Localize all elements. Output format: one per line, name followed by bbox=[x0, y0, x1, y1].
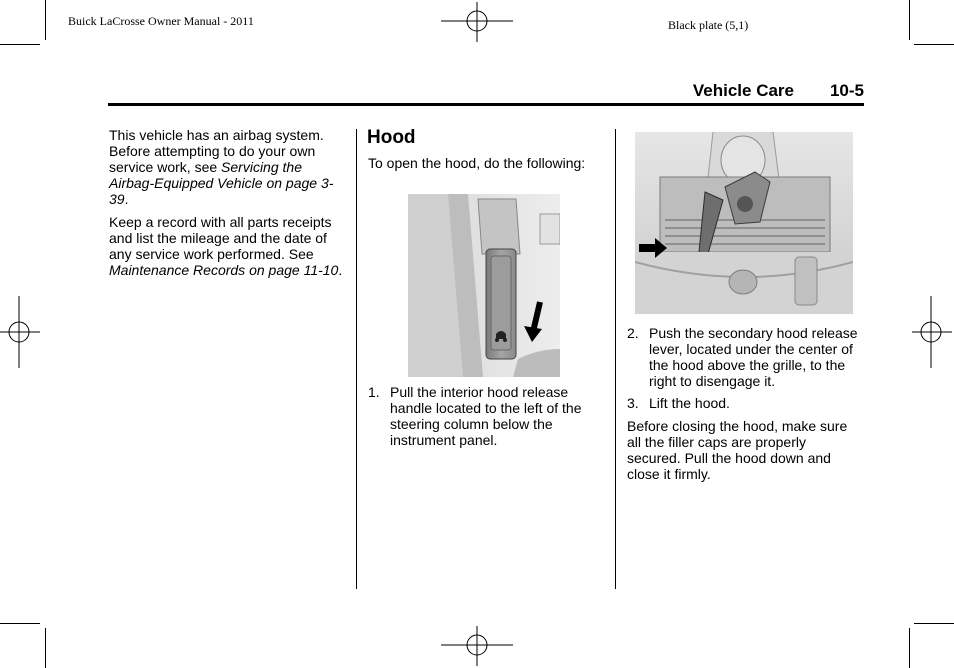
secondary-hood-release-illustration bbox=[635, 132, 853, 314]
registration-mark-icon bbox=[0, 296, 40, 368]
paragraph-text: Keep a record with all parts receipts and list the mileage and the date of any service work performed. See bbox=[109, 214, 332, 262]
step-number: 1. bbox=[368, 384, 380, 400]
closing-paragraph: Before closing the hood, make sure all the filler caps are properly secured. Pull the hood down and close it firmly. bbox=[627, 418, 848, 482]
crop-mark bbox=[0, 623, 40, 624]
running-header bbox=[108, 80, 864, 104]
registration-mark-icon bbox=[441, 2, 513, 42]
hood-release-handle-illustration bbox=[408, 194, 560, 377]
intro-paragraph: To open the hood, do the following: bbox=[368, 155, 586, 171]
crop-mark bbox=[45, 628, 46, 668]
step-text: Pull the interior hood release handle located to the left of the steering column below the instrument panel. bbox=[390, 384, 582, 448]
crop-mark bbox=[914, 623, 954, 624]
step-text: Lift the hood. bbox=[649, 395, 730, 411]
section-title: Vehicle Care bbox=[692, 81, 794, 100]
registration-mark-icon bbox=[912, 296, 952, 368]
registration-mark-icon bbox=[441, 626, 513, 666]
section-heading: Hood bbox=[367, 127, 416, 148]
crop-mark bbox=[909, 0, 910, 40]
crop-mark bbox=[909, 628, 910, 668]
header-rule bbox=[108, 103, 864, 106]
paragraph-text: . bbox=[124, 191, 129, 207]
records-paragraph bbox=[109, 214, 349, 278]
page-number: 10-5 bbox=[829, 81, 864, 100]
plate-right-text: Black plate (5,1) bbox=[668, 18, 749, 32]
cross-reference-link[interactable]: Maintenance Records on page 11-10 bbox=[109, 262, 339, 278]
plate-left-text: Buick LaCrosse Owner Manual - 2011 bbox=[68, 14, 254, 28]
paragraph-text: This vehicle has an airbag system. Before attempting to do your own service work, see bbox=[109, 127, 324, 175]
paragraph-text: . bbox=[338, 262, 343, 278]
step-text: Push the secondary hood release lever, located under the center of the hood above the grille, to the right to disengage it. bbox=[649, 325, 858, 389]
column-divider bbox=[356, 129, 357, 589]
crop-mark bbox=[0, 44, 40, 45]
crop-mark bbox=[914, 44, 954, 45]
airbag-paragraph bbox=[109, 127, 349, 207]
column-divider bbox=[615, 129, 616, 589]
cross-reference-link[interactable]: Servicing the Airbag-Equipped Vehicle on page 3-39 bbox=[109, 159, 334, 207]
crop-mark bbox=[45, 0, 46, 40]
step-number: 3. bbox=[627, 395, 639, 411]
step-number: 2. bbox=[627, 325, 639, 341]
